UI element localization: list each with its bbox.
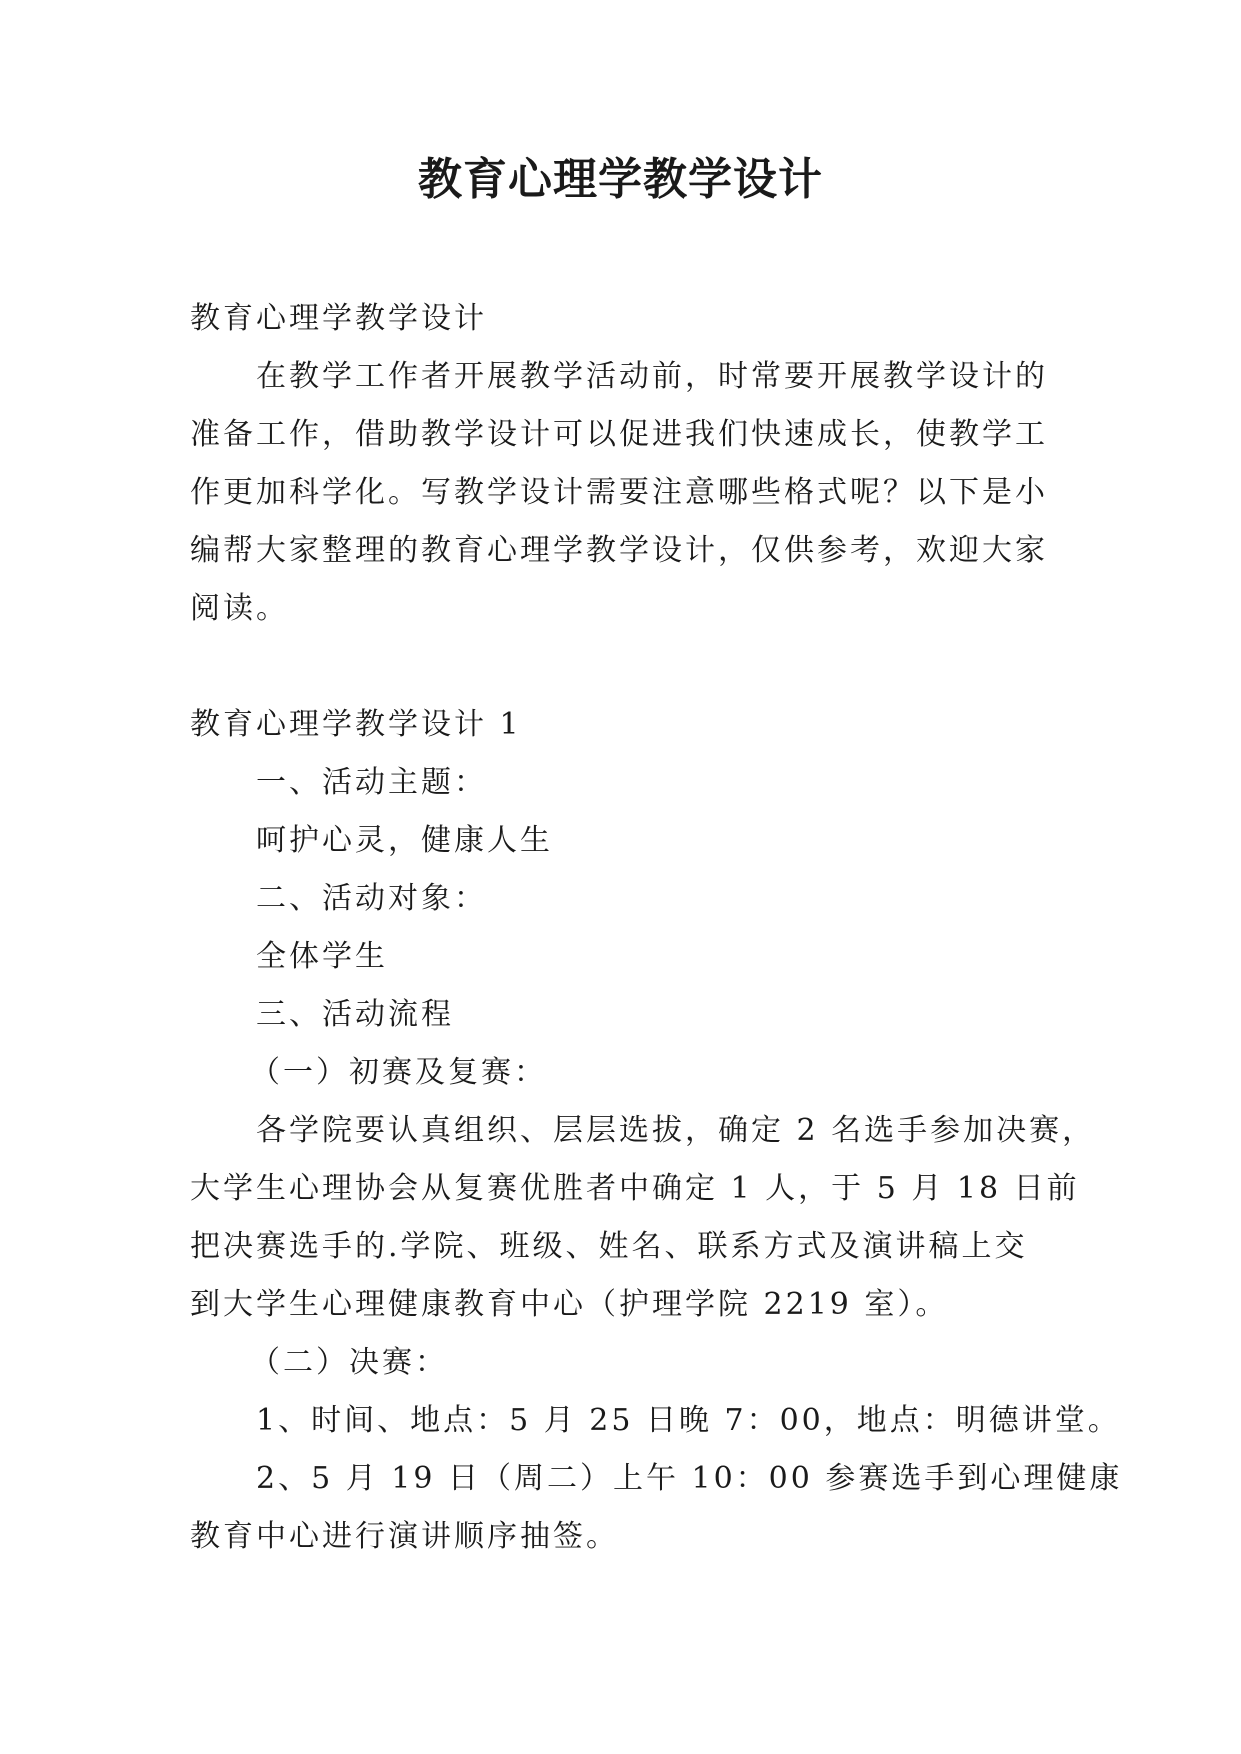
final-item-2-line: 2、5 月 19 日（周二）上午 10：00 参赛选手到心理健康 [256, 1461, 1123, 1496]
prelim-paragraph-line: 到大学生心理健康教育中心（护理学院 2219 室）。 [190, 1287, 949, 1322]
target-value: 全体学生 [256, 939, 388, 974]
document-title: 教育心理学教学设计 [418, 154, 823, 205]
final-item-1: 1、时间、地点：5 月 25 日晚 7：00，地点：明德讲堂。 [256, 1403, 1121, 1438]
final-item-2-line: 教育中心进行演讲顺序抽签。 [190, 1519, 619, 1554]
intro-paragraph-line: 作更加科学化。写教学设计需要注意哪些格式呢？以下是小 [190, 475, 1048, 510]
section-heading: 教育心理学教学设计 1 [190, 707, 522, 742]
intro-heading: 教育心理学教学设计 [190, 301, 487, 336]
prelim-paragraph-line: 把决赛选手的.学院、班级、姓名、联系方式及演讲稿上交 [190, 1229, 1028, 1264]
flow-label: 三、活动流程 [256, 997, 454, 1032]
final-label: （二）决赛： [250, 1345, 448, 1380]
intro-paragraph-line: 阅读。 [190, 591, 289, 626]
intro-paragraph-line: 编帮大家整理的教育心理学教学设计，仅供参考，欢迎大家 [190, 533, 1048, 568]
target-label: 二、活动对象： [256, 881, 487, 916]
intro-paragraph-line: 在教学工作者开展教学活动前，时常要开展教学设计的 [256, 359, 1048, 394]
prelim-paragraph-line: 大学生心理协会从复赛优胜者中确定 1 人，于 5 月 18 日前 [190, 1171, 1080, 1206]
paragraph-gap [190, 638, 1060, 696]
document-body [190, 290, 1123, 1566]
theme-value: 呵护心灵，健康人生 [256, 823, 553, 858]
intro-paragraph-line: 准备工作，借助教学设计可以促进我们快速成长，使教学工 [190, 417, 1048, 452]
theme-label: 一、活动主题： [256, 765, 487, 800]
prelim-label: （一）初赛及复赛： [250, 1055, 547, 1090]
prelim-paragraph-line: 各学院要认真组织、层层选拔，确定 2 名选手参加决赛， [256, 1113, 1096, 1148]
